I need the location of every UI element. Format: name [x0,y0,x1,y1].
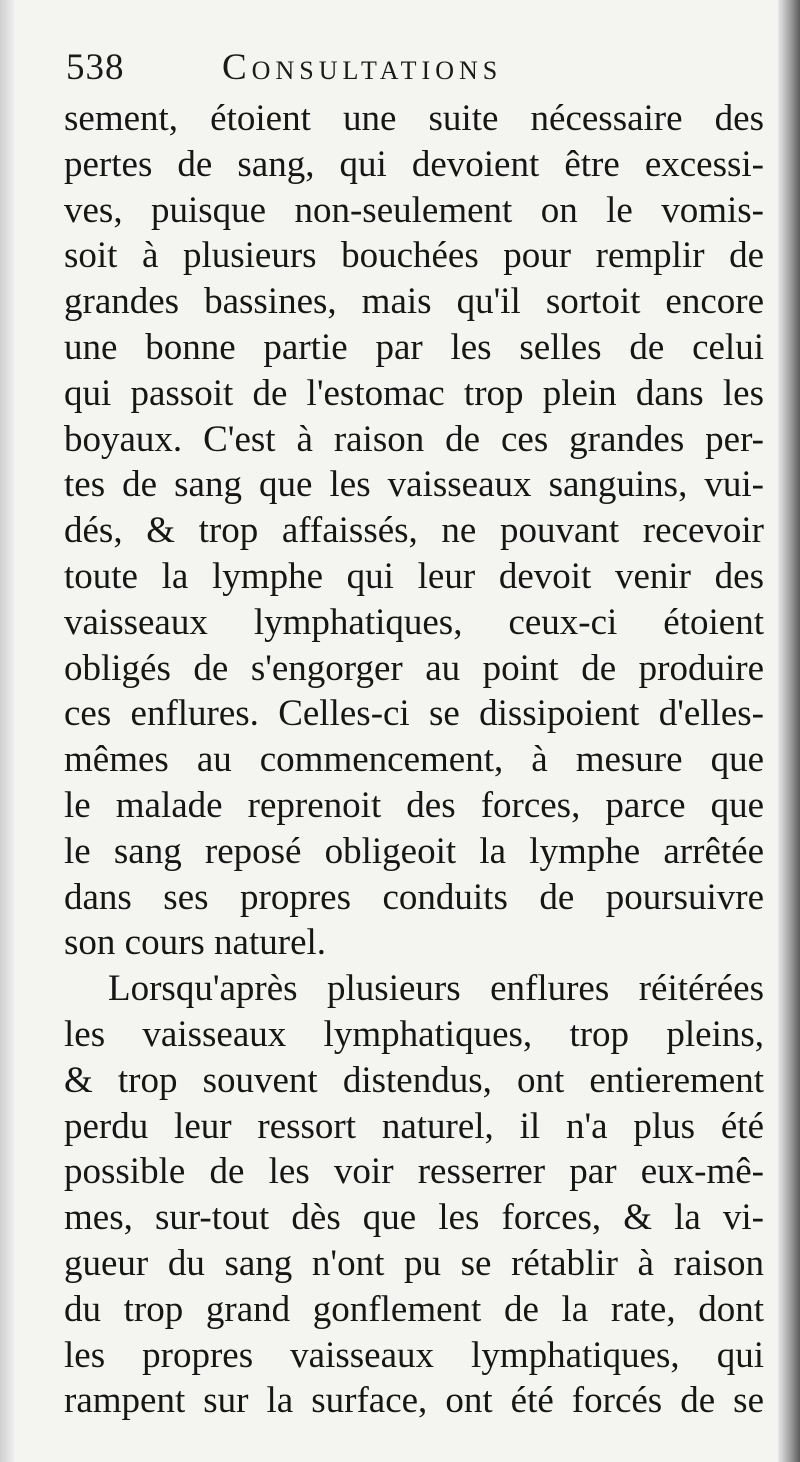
text-line: les vaisseaux lymphatiques, trop pleins, [64,1013,764,1055]
text-line: toute la lymphe qui leur devoit venir des [64,555,764,597]
text-line: soit à plusieurs bouchées pour remplir de [64,235,764,277]
text-line: rampent sur la surface, ont été forcés de se [64,1380,764,1422]
text-line: dés, & trop affaissés, ne pouvant recevoir [64,510,764,552]
text-line: du trop grand gonflement de la rate, dont [64,1288,764,1330]
text-line: le malade reprenoit des forces, parce que [64,784,764,826]
text-line: le sang reposé obligeoit la lymphe arrêtée [64,830,764,872]
body-text [64,96,764,1424]
text-line: pertes de sang, qui devoient être excessi- [64,143,764,185]
text-line: qui passoit de l'estomac trop plein dans les [64,372,764,414]
text-line: dans ses propres conduits de poursuivre [64,876,764,918]
text-line: les propres vaisseaux lymphatiques, qui [64,1334,764,1376]
paragraph-last-line: son cours naturel. [64,922,327,964]
text-line: tes de sang que les vaisseaux sanguins, vui- [64,464,764,506]
text-line: boyaux. C'est à raison de ces grandes per- [64,418,764,460]
page-number: 538 [66,47,125,88]
scan-left-margin [0,0,14,1462]
text-line: mêmes au commencement, à mesure que [64,739,764,781]
text-line: sement, étoient une suite nécessaire des [64,98,764,139]
scan-right-edge [778,0,800,1462]
page-header [66,46,766,90]
running-head: Consultations [222,47,503,88]
text-line: ces enflures. Celles-ci se dissipoient d'elles- [64,693,764,735]
text-line: vaisseaux lymphatiques, ceux-ci étoient [64,601,764,643]
text-line: & trop souvent distendus, ont entierement [64,1059,764,1101]
text-line: obligés de s'engorger au point de produire [64,647,764,689]
text-line: mes, sur-tout dès que les forces, & la vi- [64,1197,764,1239]
text-line: possible de les voir resserrer par eux-mê- [64,1151,764,1193]
paragraph-first-line: Lorsqu'après plusieurs enflures réitérées [108,968,764,1010]
text-line: grandes bassines, mais qu'il sortoit encore [64,281,764,323]
text-line: une bonne partie par les selles de celui [64,326,764,368]
text-line: ves, puisque non-seulement on le vomis- [64,189,764,231]
text-line: gueur du sang n'ont pu se rétablir à raison [64,1242,764,1284]
text-line: perdu leur ressort naturel, il n'a plus été [64,1105,764,1147]
book-page [14,0,778,1462]
